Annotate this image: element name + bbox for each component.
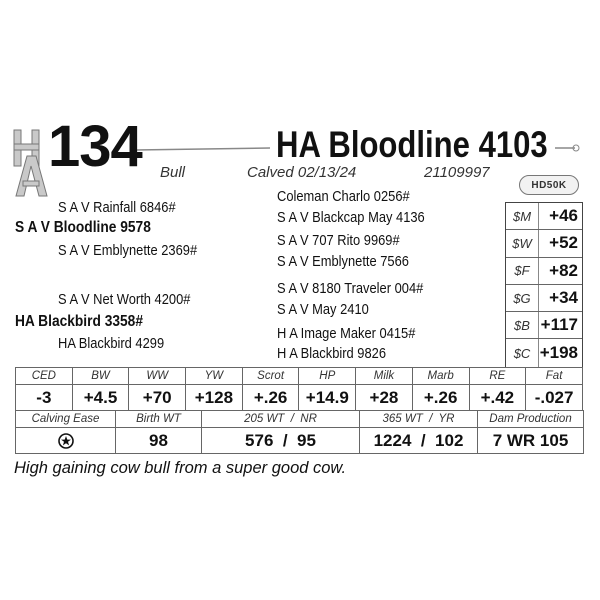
epd-value: +.26 <box>412 385 469 411</box>
index-label: $B <box>506 312 539 338</box>
index-label: $C <box>506 339 539 366</box>
yearling-weight: 1224 <box>373 430 412 450</box>
epd-value: +70 <box>129 385 186 411</box>
epd-value-row <box>16 385 583 411</box>
performance-header: Birth WT <box>116 411 202 428</box>
pedigree-dam-dam: HA Blackbird 4299 <box>58 335 165 352</box>
epd-value: +128 <box>186 385 243 411</box>
pedigree-sire-sire: S A V Rainfall 6846# <box>58 199 176 216</box>
pedigree-ancestor: S A V May 2410 <box>277 301 369 318</box>
pedigree-ancestor: S A V 707 Rito 9969# <box>277 232 400 249</box>
epd-header: YW <box>186 368 243 385</box>
index-row <box>506 258 582 285</box>
pedigree-ancestor: S A V Blackcap May 4136 <box>277 209 425 226</box>
performance-header: 365 WT / YR <box>360 411 478 428</box>
pedigree-dam-sire: S A V Net Worth 4200# <box>58 291 191 308</box>
dam-production: 7 WR 105 <box>478 428 584 454</box>
pedigree-ancestor: Coleman Charlo 0256# <box>277 188 410 205</box>
performance-table <box>15 410 584 454</box>
calved-date: Calved 02/13/24 <box>247 164 357 181</box>
index-row <box>506 285 582 312</box>
index-row <box>506 312 582 339</box>
epd-header: RE <box>469 368 526 385</box>
epd-header: CED <box>16 368 73 385</box>
epd-value: -3 <box>16 385 73 411</box>
epd-value: +4.5 <box>72 385 129 411</box>
pedigree-ancestor: S A V 8180 Traveler 004# <box>277 280 424 297</box>
epd-header: BW <box>72 368 129 385</box>
lot-comment: High gaining cow bull from a super good cow. <box>14 459 347 477</box>
birth-weight: 98 <box>116 428 202 454</box>
epd-header: Milk <box>356 368 413 385</box>
epd-header: WW <box>129 368 186 385</box>
star-circle-icon <box>58 433 74 449</box>
epd-header: Fat <box>526 368 583 385</box>
weaning-weight: 576 <box>245 430 274 450</box>
index-value: +198 <box>539 343 578 363</box>
animal-name: HA Bloodline 4103 <box>276 124 548 165</box>
index-label: $W <box>506 230 539 256</box>
yearling-weight-cell: 1224 / 102 <box>360 428 478 454</box>
index-value: +34 <box>549 288 578 308</box>
epd-header: Scrot <box>242 368 299 385</box>
hd50k-badge: HD50K <box>519 175 579 195</box>
epd-header: HP <box>299 368 356 385</box>
weaning-weight-cell: 576 / 95 <box>202 428 360 454</box>
performance-value-row <box>16 428 584 454</box>
yearling-ratio: 102 <box>435 430 464 450</box>
index-row <box>506 339 582 366</box>
index-value: +117 <box>540 315 578 335</box>
epd-value: +.26 <box>242 385 299 411</box>
pedigree-sire: S A V Bloodline 9578 <box>15 219 151 236</box>
performance-header-row <box>16 411 584 428</box>
index-label: $G <box>506 285 539 311</box>
epd-header-row <box>16 368 583 385</box>
index-label: $F <box>506 258 539 284</box>
index-row <box>506 230 582 257</box>
index-value: +52 <box>549 233 578 253</box>
epd-header: Marb <box>412 368 469 385</box>
index-label: $M <box>506 203 539 229</box>
index-value: +46 <box>549 206 578 226</box>
epd-value: -.027 <box>526 385 583 411</box>
pedigree-ancestor: H A Image Maker 0415# <box>277 325 416 342</box>
calving-ease-cell <box>16 428 116 454</box>
registration-number: 21109997 <box>424 164 490 181</box>
epd-value: +28 <box>356 385 413 411</box>
performance-header: Calving Ease <box>16 411 116 428</box>
index-row <box>506 203 582 230</box>
pedigree-ancestor: H A Blackbird 9826 <box>277 345 387 362</box>
epd-value: +.42 <box>469 385 526 411</box>
epd-value: +14.9 <box>299 385 356 411</box>
pedigree-sire-dam: S A V Emblynette 2369# <box>58 242 198 259</box>
index-value: +82 <box>549 260 578 280</box>
pedigree-dam: HA Blackbird 3358# <box>15 313 143 330</box>
lot-number: 134 <box>48 114 142 179</box>
dollar-index-box <box>505 202 583 368</box>
weaning-ratio: 95 <box>297 430 316 450</box>
epd-table <box>15 367 583 411</box>
performance-header: Dam Production <box>478 411 584 428</box>
performance-header: 205 WT / NR <box>202 411 360 428</box>
pedigree-ancestor: S A V Emblynette 7566 <box>277 253 409 270</box>
animal-sex: Bull <box>160 164 186 181</box>
